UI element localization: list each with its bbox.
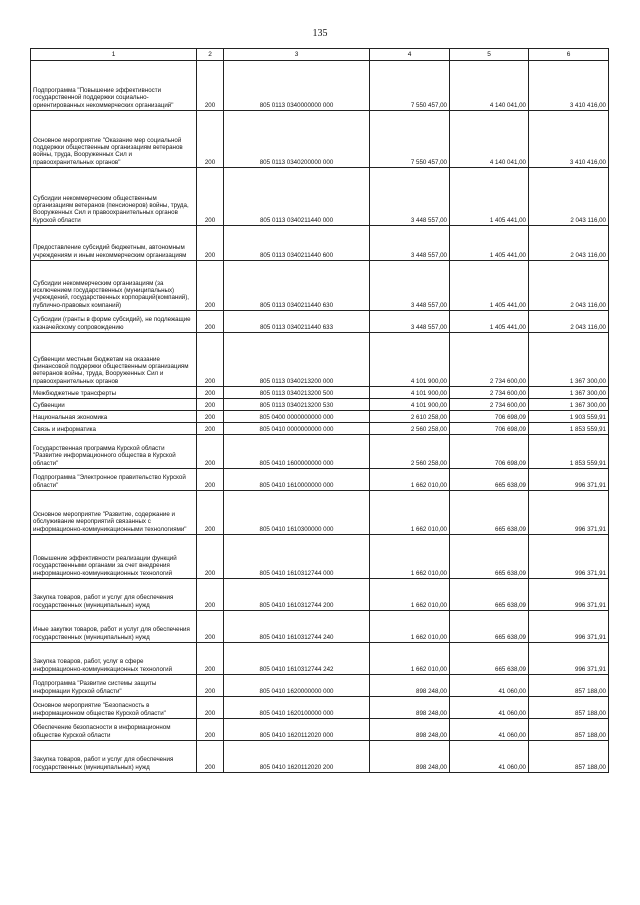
row-col2-cell: 200 [197,333,224,387]
row-name-cell: Основное мероприятие "Развитие, содержание и обслуживание мероприятий связанных с информационно-коммуникационными технологиями" [31,491,197,535]
row-col2-cell: 200 [197,168,224,226]
row-code-cell: 805 0113 0340211440 600 [224,226,370,261]
row-value6-cell: 3 410 416,00 [529,111,609,168]
row-value4-cell: 3 448 557,00 [370,261,450,311]
row-value4-cell: 2 560 258,00 [370,435,450,469]
row-code-cell: 805 0113 0340213200 500 [224,387,370,399]
row-code-cell: 805 0410 1610312744 200 [224,579,370,611]
header-cell: 4 [370,49,450,61]
row-value6-cell: 3 410 416,00 [529,61,609,111]
row-value6-cell: 857 188,00 [529,697,609,719]
row-value4-cell: 3 448 557,00 [370,311,450,333]
row-value6-cell: 1 903 559,91 [529,411,609,423]
table-row [31,469,609,491]
row-col2-cell: 200 [197,387,224,399]
row-value6-cell: 857 188,00 [529,719,609,741]
row-value4-cell: 1 662 010,00 [370,535,450,579]
row-value4-cell: 898 248,00 [370,719,450,741]
row-value6-cell: 996 371,91 [529,611,609,643]
row-code-cell: 805 0410 1610000000 000 [224,469,370,491]
page-number: 135 [312,28,328,39]
row-code-cell: 805 0410 1610300000 000 [224,491,370,535]
table-row [31,61,609,111]
row-value4-cell: 2 560 258,00 [370,423,450,435]
row-name-cell: Подпрограмма "Развитие системы защиты информации Курской области" [31,675,197,697]
row-col2-cell: 200 [197,579,224,611]
row-name-cell: Связь и информатика [31,423,197,435]
row-code-cell: 805 0113 0340211440 000 [224,168,370,226]
row-col2-cell: 200 [197,697,224,719]
table-row [31,611,609,643]
row-value6-cell: 857 188,00 [529,741,609,773]
table-row [31,643,609,675]
row-name-cell: Субвенции [31,399,197,411]
row-value4-cell: 898 248,00 [370,697,450,719]
row-code-cell: 805 0113 0340213200 000 [224,333,370,387]
row-col2-cell: 200 [197,675,224,697]
header-cell: 6 [529,49,609,61]
row-code-cell: 805 0410 1620112020 200 [224,741,370,773]
row-value6-cell: 996 371,91 [529,579,609,611]
row-value5-cell: 706 698,09 [450,435,529,469]
row-col2-cell: 200 [197,399,224,411]
row-value5-cell: 4 140 041,00 [450,111,529,168]
table-row [31,168,609,226]
row-name-cell: Субсидии некоммерческим общественным организациям ветеранов (пенсионеров) войны, труда, Вооруженных Сил и правоохранительных органов Курской области [31,168,197,226]
table-row [31,387,609,399]
row-value6-cell: 996 371,91 [529,491,609,535]
row-code-cell: 805 0410 0000000000 000 [224,423,370,435]
row-name-cell: Государственная программа Курской области "Развитие информационного общества в Курской области" [31,435,197,469]
table-row [31,491,609,535]
row-code-cell: 805 0113 0340211440 630 [224,261,370,311]
row-value5-cell: 41 060,00 [450,741,529,773]
row-value4-cell: 7 550 457,00 [370,61,450,111]
row-value5-cell: 2 734 600,00 [450,333,529,387]
row-value5-cell: 2 734 600,00 [450,399,529,411]
table-row [31,399,609,411]
row-value4-cell: 1 662 010,00 [370,579,450,611]
row-value5-cell: 665 638,09 [450,579,529,611]
row-value5-cell: 1 405 441,00 [450,226,529,261]
row-name-cell: Субвенции местным бюджетам на оказание финансовой поддержки общественным организациям ветеранов войны, труда, Вооруженных Сил и правоохранительных органов [31,333,197,387]
row-name-cell: Национальная экономика [31,411,197,423]
row-value5-cell: 1 405 441,00 [450,168,529,226]
row-value5-cell: 665 638,09 [450,491,529,535]
row-col2-cell: 200 [197,423,224,435]
row-value6-cell: 2 043 116,00 [529,311,609,333]
row-value6-cell: 1 367 300,00 [529,333,609,387]
row-name-cell: Субсидии некоммерческим организациям (за исключением государственных (муниципальных) учреждений, государственных корпораций(компаний), публично-правовых компаний) [31,261,197,311]
row-value6-cell: 1 853 559,91 [529,423,609,435]
table-row [31,719,609,741]
row-value5-cell: 665 638,09 [450,535,529,579]
table-row [31,579,609,611]
row-code-cell: 805 0113 0340000000 000 [224,61,370,111]
table-row [31,411,609,423]
row-name-cell: Основное мероприятие "Безопасность в информационном обществе Курской области" [31,697,197,719]
row-name-cell: Закупка товаров, работ и услуг для обеспечения государственных (муниципальных) нужд [31,579,197,611]
row-value6-cell: 996 371,91 [529,643,609,675]
row-code-cell: 805 0410 1610312744 242 [224,643,370,675]
row-col2-cell: 200 [197,311,224,333]
row-value5-cell: 1 405 441,00 [450,311,529,333]
row-code-cell: 805 0113 0340200000 000 [224,111,370,168]
row-value4-cell: 7 550 457,00 [370,111,450,168]
row-code-cell: 805 0410 1600000000 000 [224,435,370,469]
row-col2-cell: 200 [197,261,224,311]
row-value6-cell: 1 367 300,00 [529,399,609,411]
row-code-cell: 805 0410 1620100000 000 [224,697,370,719]
row-value6-cell: 996 371,91 [529,535,609,579]
table-row [31,111,609,168]
row-code-cell: 805 0113 0340213200 530 [224,399,370,411]
row-value4-cell: 3 448 557,00 [370,168,450,226]
row-value4-cell: 4 101 900,00 [370,387,450,399]
row-col2-cell: 200 [197,435,224,469]
row-value4-cell: 1 662 010,00 [370,491,450,535]
row-name-cell: Обеспечение безопасности в информационном обществе Курской области [31,719,197,741]
row-col2-cell: 200 [197,61,224,111]
row-value5-cell: 2 734 600,00 [450,387,529,399]
row-name-cell: Иные закупки товаров, работ и услуг для обеспечения государственных (муниципальных) нужд [31,611,197,643]
row-name-cell: Подпрограмма "Повышение эффективности государственной поддержки социально-ориентированных некоммерческих организаций" [31,61,197,111]
header-row [31,49,609,61]
header-cell: 1 [31,49,197,61]
row-value4-cell: 2 610 258,00 [370,411,450,423]
row-value5-cell: 706 698,09 [450,423,529,435]
row-col2-cell: 200 [197,491,224,535]
row-code-cell: 805 0113 0340211440 633 [224,311,370,333]
row-value6-cell: 2 043 116,00 [529,168,609,226]
row-col2-cell: 200 [197,611,224,643]
row-value5-cell: 665 638,09 [450,469,529,491]
row-value4-cell: 1 662 010,00 [370,611,450,643]
row-name-cell: Субсидии (гранты в форме субсидий), не подлежащие казначейскому сопровождению [31,311,197,333]
row-name-cell: Подпрограмма "Электронное правительство Курской области" [31,469,197,491]
row-col2-cell: 200 [197,469,224,491]
header-cell: 2 [197,49,224,61]
row-value5-cell: 4 140 041,00 [450,61,529,111]
table-row [31,423,609,435]
table-row [31,226,609,261]
row-value4-cell: 1 662 010,00 [370,469,450,491]
header-cell: 3 [224,49,370,61]
row-value6-cell: 1 367 300,00 [529,387,609,399]
row-code-cell: 805 0400 0000000000 000 [224,411,370,423]
row-name-cell: Предоставление субсидий бюджетным, автономным учреждениям и иным некоммерческим организациям [31,226,197,261]
row-value4-cell: 898 248,00 [370,675,450,697]
row-code-cell: 805 0410 1620112020 000 [224,719,370,741]
row-value6-cell: 1 853 559,91 [529,435,609,469]
row-name-cell: Межбюджетные трансферты [31,387,197,399]
row-name-cell: Основное мероприятие "Оказание мер социальной поддержки общественным организациям ветеранов войны, труда, Вооруженных Сил и правоохранительных органов" [31,111,197,168]
row-col2-cell: 200 [197,719,224,741]
header-cell: 5 [450,49,529,61]
table-row [31,261,609,311]
row-value5-cell: 1 405 441,00 [450,261,529,311]
row-code-cell: 805 0410 1610312744 000 [224,535,370,579]
table-row [31,435,609,469]
table-row [31,741,609,773]
row-value6-cell: 2 043 116,00 [529,261,609,311]
row-name-cell: Закупка товаров, работ, услуг в сфере информационно-коммуникационных технологий [31,643,197,675]
row-value5-cell: 665 638,09 [450,643,529,675]
row-col2-cell: 200 [197,535,224,579]
table-row [31,311,609,333]
row-value4-cell: 1 662 010,00 [370,643,450,675]
row-name-cell: Повышение эффективности реализации функций государственными органами за счет внедрения информационно-коммуникационных технологий [31,535,197,579]
row-value5-cell: 41 060,00 [450,697,529,719]
row-value4-cell: 3 448 557,00 [370,226,450,261]
row-col2-cell: 200 [197,226,224,261]
budget-table [30,48,609,773]
row-value5-cell: 41 060,00 [450,719,529,741]
row-value5-cell: 665 638,09 [450,611,529,643]
row-value4-cell: 4 101 900,00 [370,333,450,387]
row-col2-cell: 200 [197,741,224,773]
row-col2-cell: 200 [197,643,224,675]
row-value6-cell: 996 371,91 [529,469,609,491]
table-row [31,535,609,579]
row-value6-cell: 2 043 116,00 [529,226,609,261]
row-value4-cell: 898 248,00 [370,741,450,773]
row-value5-cell: 706 698,09 [450,411,529,423]
row-value6-cell: 857 188,00 [529,675,609,697]
row-name-cell: Закупка товаров, работ и услуг для обеспечения государственных (муниципальных) нужд [31,741,197,773]
row-code-cell: 805 0410 1620000000 000 [224,675,370,697]
row-col2-cell: 200 [197,411,224,423]
row-value4-cell: 4 101 900,00 [370,399,450,411]
row-value5-cell: 41 060,00 [450,675,529,697]
row-code-cell: 805 0410 1610312744 240 [224,611,370,643]
table-row [31,697,609,719]
row-col2-cell: 200 [197,111,224,168]
table-row [31,333,609,387]
table-row [31,675,609,697]
